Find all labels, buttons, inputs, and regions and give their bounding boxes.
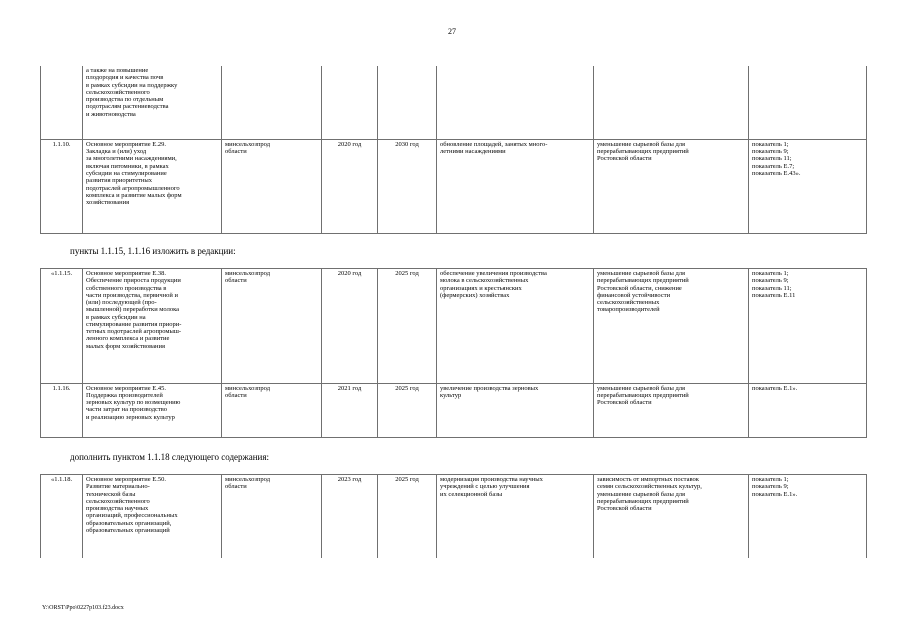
cell-text-line: части производства, первичной и — [86, 291, 178, 299]
cell-consequence — [594, 383, 749, 437]
cell-text-line: уменьшение сырьевой базы для — [597, 490, 685, 498]
cell-text-line: за многолетними насаждениями, — [86, 155, 177, 163]
cell-text-line: Развитие материально- — [86, 483, 150, 491]
table-replacement — [40, 268, 867, 438]
cell-text-line: показатель 1; — [752, 476, 789, 483]
cell-text-line: в рамках субсидии на — [86, 313, 146, 321]
cell-expected-result — [437, 475, 594, 559]
cell-start-year: 2020 год — [322, 269, 378, 384]
cell-text-line: минсельхозпрод — [225, 270, 271, 277]
cell-text-line: показатель 1; — [752, 270, 789, 277]
table-row — [41, 475, 867, 559]
cell-item-number — [41, 66, 83, 139]
cell-text-line: показатель 11; — [752, 155, 792, 163]
cell-text-line: (фермерских) хозяйствах — [440, 291, 510, 299]
cell-text-line: производства научных — [86, 505, 149, 513]
cell-text-line: семян сельскохозяйственных культур, — [597, 483, 702, 491]
cell-indicators — [749, 66, 867, 139]
cell-executor — [222, 475, 322, 559]
cell-text-line: показатель 9; — [752, 148, 789, 156]
cell-text-line: показатель Е.7; — [752, 162, 795, 170]
cell-text-line: и животноводства — [86, 110, 136, 118]
cell-text-line: обновление площадей, занятых много- — [440, 140, 548, 148]
cell-text-line: мышленной) переработки молока — [86, 306, 180, 314]
cell-text-line: увеличение производства зерновых — [440, 384, 539, 392]
cell-end-year: 2025 год — [378, 383, 437, 437]
cell-event-name — [83, 383, 222, 437]
cell-text-line: зависимость от импортных поставок — [597, 476, 699, 483]
cell-event-name — [83, 475, 222, 559]
table-continuation — [40, 66, 867, 234]
cell-text-line: перерабатывающих предприятий — [597, 391, 689, 399]
cell-text-line: области — [225, 277, 247, 285]
cell-expected-result — [437, 66, 594, 139]
cell-text-line: уменьшение сырьевой базы для — [597, 140, 685, 148]
table-row — [41, 269, 867, 384]
cell-event-name — [83, 269, 222, 384]
cell-item-number: 1.1.16. — [41, 383, 83, 437]
cell-indicators — [749, 475, 867, 559]
table-row — [41, 66, 867, 139]
cell-indicators — [749, 139, 867, 233]
cell-expected-result — [437, 269, 594, 384]
cell-text-line: Поддержка производителей — [86, 391, 163, 399]
cell-text-line: минсельхозпрод — [225, 140, 271, 148]
cell-indicators — [749, 383, 867, 437]
cell-item-number: «1.1.15. — [41, 269, 83, 384]
cell-text-line: культур — [440, 391, 462, 399]
cell-text-line: уменьшение сырьевой базы для — [597, 384, 685, 392]
cell-text-line: подотраслей агропромышленного — [86, 184, 180, 192]
cell-text-line: стимулирование развития приори- — [86, 320, 182, 328]
cell-start-year: 2020 год — [322, 139, 378, 233]
cell-text-line: (или) последующей (про- — [86, 299, 157, 307]
cell-text-line: уменьшение сырьевой базы для — [597, 270, 685, 277]
cell-item-number: «1.1.18. — [41, 475, 83, 559]
cell-text-line: минсельхозпрод — [225, 476, 271, 483]
cell-start-year: 2023 год — [322, 475, 378, 559]
cell-text-line: и реализацию зерновых культур — [86, 413, 175, 421]
cell-text-line: сельскохозяйственных — [597, 299, 660, 307]
table-row — [41, 383, 867, 437]
page-number: 27 — [448, 27, 456, 36]
cell-text-line: их селекционной базы — [440, 490, 503, 498]
cell-consequence — [594, 66, 749, 139]
cell-executor — [222, 383, 322, 437]
cell-text-line: в рамках субсидии на поддержку — [86, 81, 178, 89]
cell-text-line: учреждений с целью улучшения — [440, 483, 530, 491]
cell-text-line: сельскохозяйственного — [86, 88, 150, 96]
cell-text-line: образовательных организаций — [86, 526, 170, 534]
cell-text-line: показатель Е.1». — [752, 384, 798, 392]
cell-text-line: области — [225, 148, 247, 156]
cell-text-line: молока в сельскохозяйственных — [440, 277, 529, 285]
cell-text-line: Обеспечение прироста продукции — [86, 277, 181, 285]
cell-text-line: развития приоритетных — [86, 177, 153, 185]
cell-text-line: собственного производства в — [86, 284, 167, 292]
cell-text-line: показатель 9; — [752, 483, 789, 491]
cell-text-line: подотраслям растениеводства — [86, 103, 169, 111]
cell-text-line: малых форм хозяйствования — [86, 342, 165, 350]
cell-text-line: субсидии на стимулирование — [86, 169, 167, 177]
cell-text-line: тетных подотраслей агропромыш- — [86, 328, 182, 336]
cell-expected-result — [437, 383, 594, 437]
cell-text-line: обеспечение увеличения производства — [440, 270, 547, 277]
cell-text-line: Закладка и (или) уход — [86, 148, 147, 156]
table-row — [41, 139, 867, 233]
cell-text-line: производства по отдельным — [86, 96, 164, 104]
cell-text-line: показатель 11; — [752, 284, 792, 292]
cell-text-line: Основное мероприятие Е.50. — [86, 476, 166, 483]
cell-expected-result — [437, 139, 594, 233]
cell-executor — [222, 269, 322, 384]
table-addition — [40, 474, 867, 558]
cell-event-name — [83, 66, 222, 139]
cell-text-line: образовательных организаций, — [86, 519, 172, 527]
cell-indicators — [749, 269, 867, 384]
cell-text-line: показатель Е.43». — [752, 169, 801, 177]
instruction-add: дополнить пунктом 1.1.18 следующего содержания: — [70, 452, 270, 462]
cell-text-line: технической базы — [86, 490, 136, 498]
cell-text-line: показатель 1; — [752, 140, 789, 148]
cell-end-year: 2025 год — [378, 475, 437, 559]
cell-text-line: комплекса и развитие малых форм — [86, 191, 182, 199]
cell-text-line: Основное мероприятие Е.29. — [86, 140, 166, 148]
cell-text-line: а также на повышение — [86, 67, 149, 74]
cell-text-line: летними насаждениями — [440, 148, 506, 156]
cell-executor — [222, 139, 322, 233]
cell-text-line: Ростовской области, снижение — [597, 284, 682, 292]
cell-text-line: плодородия и качества почв — [86, 74, 164, 82]
cell-text-line: хозяйствования — [86, 199, 130, 207]
cell-start-year: 2021 год — [322, 383, 378, 437]
cell-text-line: показатель Е.1». — [752, 490, 798, 498]
cell-text-line: Ростовской области — [597, 505, 652, 513]
footer-file-path: Y:\ORST\Ppo\0227p103.f23.docx — [42, 605, 124, 611]
cell-text-line: Ростовской области — [597, 155, 652, 163]
cell-end-year — [378, 66, 437, 139]
cell-text-line: перерабатывающих предприятий — [597, 277, 689, 285]
cell-consequence — [594, 139, 749, 233]
cell-text-line: сельскохозяйственного — [86, 497, 150, 505]
cell-text-line: товаропроизводителей — [597, 306, 660, 314]
cell-text-line: части затрат на производство — [86, 406, 168, 414]
cell-text-line: включая питомники, в рамках — [86, 162, 169, 170]
cell-end-year: 2025 год — [378, 269, 437, 384]
cell-item-number: 1.1.10. — [41, 139, 83, 233]
cell-text-line: ленного комплекса и развитие — [86, 335, 170, 343]
cell-start-year — [322, 66, 378, 139]
cell-text-line: области — [225, 483, 247, 491]
cell-text-line: перерабатывающих предприятий — [597, 497, 689, 505]
cell-consequence — [594, 475, 749, 559]
cell-executor — [222, 66, 322, 139]
instruction-replace: пункты 1.1.15, 1.1.16 изложить в редакции: — [70, 246, 236, 256]
cell-text-line: модернизация производства научных — [440, 476, 543, 483]
cell-text-line: минсельхозпрод — [225, 384, 271, 392]
cell-text-line: Основное мероприятие Е.45. — [86, 384, 166, 392]
cell-event-name — [83, 139, 222, 233]
cell-text-line: области — [225, 391, 247, 399]
cell-text-line: показатель Е.11 — [752, 291, 796, 299]
cell-text-line: Основное мероприятие Е.38. — [86, 270, 166, 277]
cell-text-line: перерабатывающих предприятий — [597, 148, 689, 156]
cell-text-line: зерновых культур по возмещению — [86, 399, 181, 407]
cell-text-line: финансовой устойчивости — [597, 291, 671, 299]
cell-text-line: организациях и крестьянских — [440, 284, 522, 292]
cell-end-year: 2030 год — [378, 139, 437, 233]
cell-text-line: организаций, профессиональных — [86, 512, 178, 520]
cell-text-line: показатель 9; — [752, 277, 789, 285]
cell-consequence — [594, 269, 749, 384]
cell-text-line: Ростовской области — [597, 399, 652, 407]
